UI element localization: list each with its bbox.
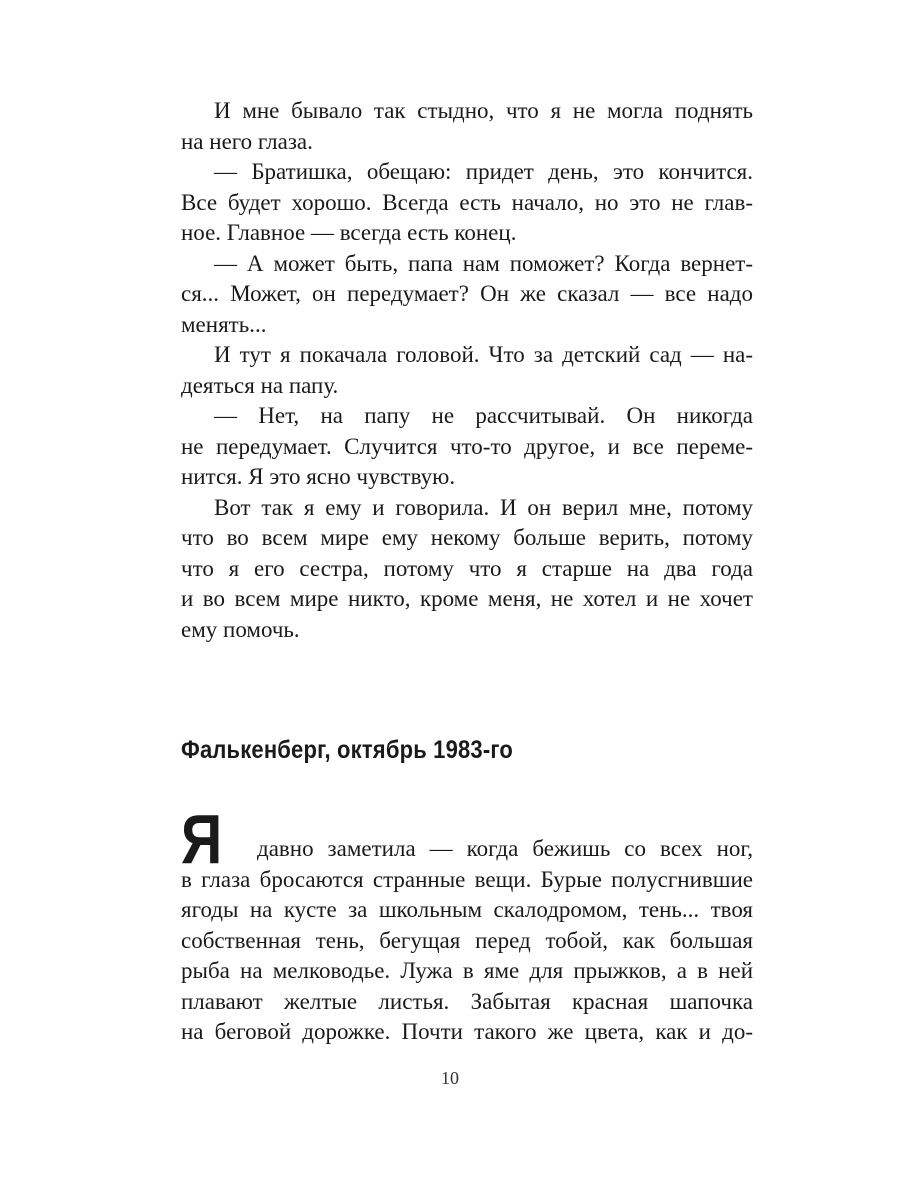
text-line: давно заметила — когда бежишь со всех ног, bbox=[257, 836, 753, 861]
text-line: что я его сестра, потому что я старше на два года bbox=[181, 555, 753, 581]
text-line: Все будет хорошо. Всегда есть начало, но это не глав- bbox=[181, 189, 753, 215]
body-text-top bbox=[181, 96, 753, 645]
text-line: нится. Я это ясно чувствую. bbox=[181, 464, 456, 489]
text-line: менять... bbox=[181, 311, 267, 337]
text-line: деяться на папу. bbox=[181, 372, 339, 398]
text-line: рыба на мелководье. Лужа в яме для прыжков, а в ней bbox=[181, 958, 753, 983]
text-line: и во всем мире никто, кроме меня, не хотел и не хочет bbox=[181, 586, 753, 611]
text-line: ягоды на кусте за школьным скалодромом, тень... твоя bbox=[181, 897, 753, 922]
text-line: Вот так я ему и говорила. И он верил мне, потому bbox=[214, 494, 753, 520]
text-line: что во всем мире ему некому больше верить, потому bbox=[181, 525, 753, 550]
text-line: плавают желтые листья. Забытая красная шапочка bbox=[181, 988, 753, 1014]
body-text-section bbox=[181, 834, 753, 1048]
text-line: — Братишка, обещаю: придет день, это кончится. bbox=[214, 159, 753, 184]
page-number: 10 bbox=[441, 1068, 459, 1088]
text-line: ное. Главное — всегда есть конец. bbox=[181, 220, 517, 245]
text-line: не передумает. Случится что-то другое, и все переме- bbox=[181, 433, 753, 459]
text-line: И тут я покачала головой. Что за детский сад — на- bbox=[214, 342, 753, 367]
text-line: на него глаза. bbox=[181, 128, 313, 154]
text-line: на беговой дорожке. Почти такого же цвета, как и до- bbox=[181, 1019, 753, 1044]
text-line: ся... Может, он передумает? Он же сказал — все надо bbox=[181, 281, 753, 306]
section-heading: Фалькенберг, октябрь 1983-го bbox=[181, 736, 514, 764]
text-line: в глаза бросаются странные вещи. Бурые полусгнившие bbox=[181, 866, 753, 892]
drop-cap: Я bbox=[181, 800, 223, 878]
text-line: — А может быть, папа нам поможет? Когда вернет- bbox=[214, 250, 753, 276]
text-line: собственная тень, бегущая перед тобой, как большая bbox=[181, 927, 753, 953]
text-line: И мне бывало так стыдно, что я не могла поднять bbox=[214, 98, 753, 123]
text-line: ему помочь. bbox=[181, 616, 300, 642]
text-line: — Нет, на папу не рассчитывай. Он никогда bbox=[214, 403, 753, 428]
